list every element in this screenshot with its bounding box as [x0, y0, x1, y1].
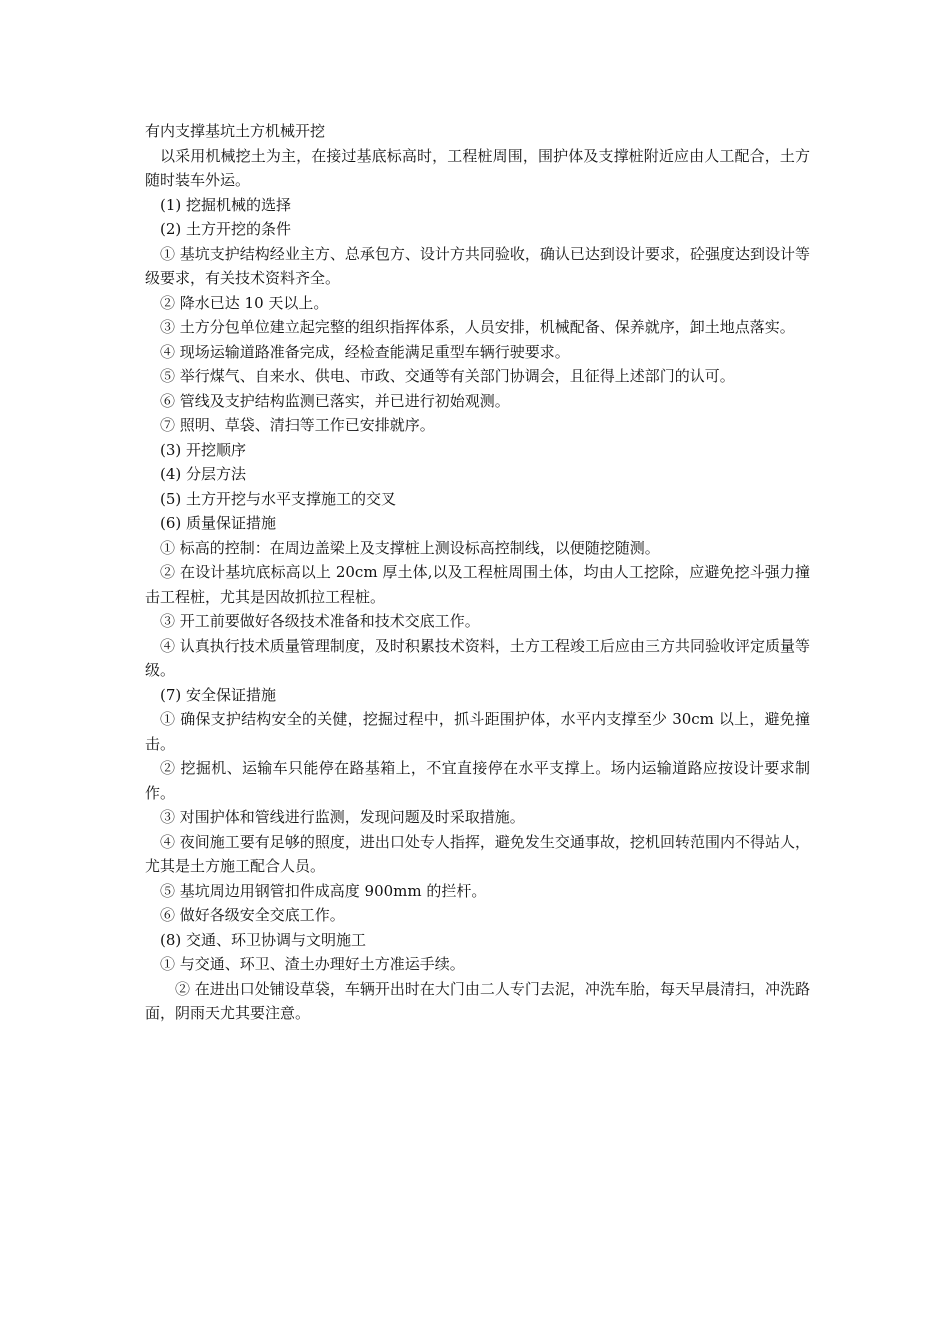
paragraph: ① 确保支护结构安全的关健，挖掘过程中，抓斗距围护体，水平内支撑至少 30cm 以上，避免撞击。 [145, 710, 810, 753]
paragraph: ② 在设计基坑底标高以上 20cm 厚土体,以及工程桩周围土体，均由人工挖除，应避免挖斗强力撞击工程桩，尤其是因故抓拉工程桩。 [145, 563, 810, 606]
paragraph: ④ 现场运输道路准备完成，经检查能满足重型车辆行驶要求。 [160, 342, 570, 361]
paragraph-list [145, 144, 810, 1026]
paragraph: (7) 安全保证措施 [160, 685, 277, 704]
paragraph: ⑤ 举行煤气、自来水、供电、市政、交通等有关部门协调会，且征得上述部门的认可。 [160, 367, 735, 385]
paragraph: ④ 夜间施工要有足够的照度，进出口处专人指挥，避免发生交通事故，挖机回转范围内不得站人，尤其是土方施工配合人员。 [145, 832, 810, 875]
paragraph: ② 降水已达 10 天以上。 [160, 293, 329, 312]
paragraph: ① 基坑支护结构经业主方、总承包方、设计方共同验收，确认已达到设计要求，砼强度达到设计等级要求，有关技术资料齐全。 [145, 244, 810, 287]
paragraph: (6) 质量保证措施 [160, 514, 277, 532]
paragraph: ③ 开工前要做好各级技术准备和技术交底工作。 [160, 612, 480, 630]
paragraph: ① 与交通、环卫、渣土办理好土方准运手续。 [160, 955, 465, 973]
paragraph: (2) 土方开挖的条件 [160, 220, 292, 238]
paragraph: ③ 对围护体和管线进行监测，发现问题及时采取措施。 [160, 808, 525, 826]
paragraph: (5) 土方开挖与水平支撑施工的交叉 [160, 489, 397, 508]
paragraph: ⑥ 管线及支护结构监测已落实，并已进行初始观测。 [160, 391, 510, 410]
paragraph: ① 标高的控制：在周边盖梁上及支撑桩上测设标高控制线，以便随挖随测。 [160, 538, 660, 557]
paragraph: ⑦ 照明、草袋、清扫等工作已安排就序。 [160, 416, 435, 434]
paragraph: ⑥ 做好各级安全交底工作。 [160, 906, 345, 924]
paragraph: ② 挖掘机、运输车只能停在路基箱上，不宜直接停在水平支撑上。场内运输道路应按设计要求制作。 [145, 759, 810, 802]
document-title: 有内支撑基坑土方机械开挖 [145, 122, 326, 140]
paragraph: ④ 认真执行技术质量管理制度，及时积累技术资料，土方工程竣工后应由三方共同验收评定质量等级。 [145, 636, 810, 679]
paragraph: (8) 交通、环卫协调与文明施工 [160, 930, 367, 949]
document-body [145, 119, 810, 1026]
paragraph: ⑤ 基坑周边用钢管扣件成高度 900mm 的拦杆。 [160, 881, 487, 900]
paragraph: ② 在进出口处铺设草袋，车辆开出时在大门由二人专门去泥，冲洗车胎，每天早晨清扫，冲洗路面，阴雨天尤其要注意。 [145, 979, 810, 1022]
paragraph: 以采用机械挖土为主，在接过基底标高时，工程桩周围，围护体及支撑桩附近应由人工配合，土方随时装车外运。 [145, 146, 810, 189]
paragraph: (3) 开挖顺序 [160, 440, 247, 459]
paragraph: (1) 挖掘机械的选择 [160, 195, 292, 214]
paragraph: ③ 土方分包单位建立起完整的组织指挥体系，人员安排，机械配备、保养就序，卸土地点落实。 [160, 318, 795, 336]
paragraph: (4) 分层方法 [160, 465, 247, 483]
